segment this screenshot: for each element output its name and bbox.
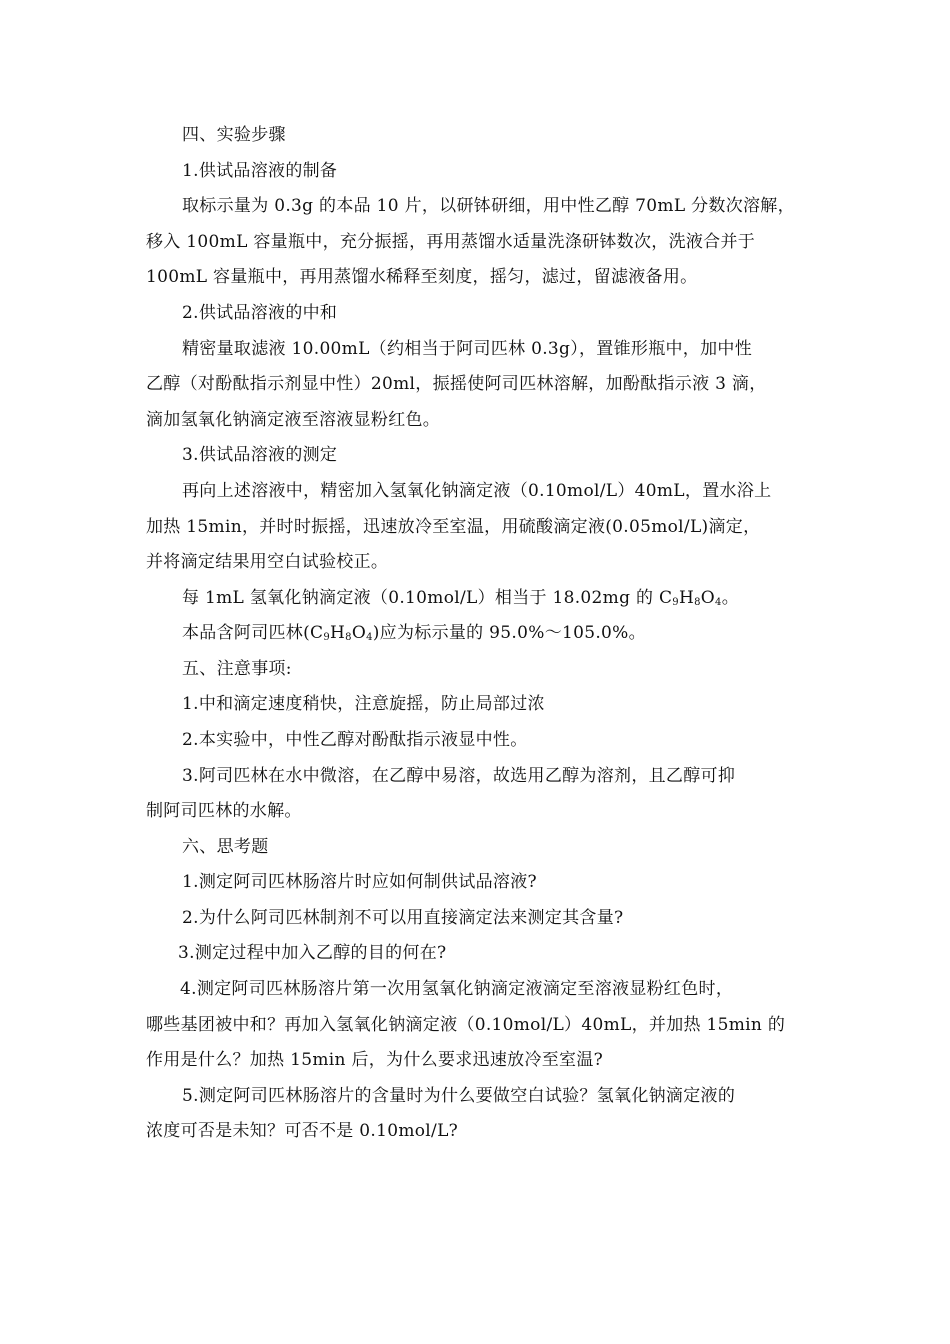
question-4-line2: 哪些基团被中和？再加入氢氧化钠滴定液（0.10mol/L）40mL，并加热 15min 的 [146, 1015, 786, 1035]
question-5-line1: 5.测定阿司匹林肠溶片的含量时为什么要做空白试验？氢氧化钠滴定液的 [182, 1086, 736, 1106]
procedure-heading: 四、实验步骤 [182, 125, 286, 145]
formula-h-sub: 8 [694, 597, 701, 608]
note-3-line1: 3.阿司匹林在水中微溶，在乙醇中易溶，故选用乙醇为溶剂，且乙醇可抑 [182, 766, 736, 786]
questions-heading: 六、思考题 [182, 837, 269, 857]
note-3-line2: 制阿司匹林的水解。 [146, 801, 302, 821]
equivalence-text: 每 1mL 氢氧化钠滴定液（0.10mol/L）相当于 18.02mg 的 C [182, 588, 673, 608]
step1-text-line2: 移入 100mL 容量瓶中，充分振摇，再用蒸馏水适量洗涤研钵数次，洗液合并于 [146, 232, 756, 252]
question-5-line2: 浓度可否是未知？可否不是 0.10mol/L? [146, 1121, 459, 1141]
question-1: 1.测定阿司匹林肠溶片时应如何制供试品溶液? [182, 872, 537, 892]
note-1: 1.中和滴定速度稍快，注意旋摇，防止局部过浓 [182, 694, 545, 714]
formula-o-sub: 4 [715, 597, 722, 608]
step2-title: 2.供试品溶液的中和 [182, 303, 338, 323]
step1-text-line3: 100mL 容量瓶中，再用蒸馏水稀释至刻度，摇匀，滤过，留滤液备用。 [146, 267, 698, 287]
step3-text-line2: 加热 15min，并时时振摇，迅速放冷至室温，用硫酸滴定液(0.05mol/L)滴定， [146, 517, 761, 537]
step1-title: 1.供试品溶液的制备 [182, 161, 338, 181]
formula-o: O [700, 588, 716, 608]
content-h: H [330, 623, 346, 643]
content-text: 本品含阿司匹林(C [182, 623, 324, 643]
formula-h: H [678, 588, 695, 608]
content-line [182, 622, 646, 644]
step2-text-line1: 精密量取滤液 10.00mL（约相当于阿司匹林 0.3g），置锥形瓶中，加中性 [182, 339, 753, 359]
step3-text-line3: 并将滴定结果用空白试验校正。 [146, 552, 389, 572]
equivalence-end: 。 [721, 588, 739, 608]
question-4-line1: 4.测定阿司匹林肠溶片第一次用氢氧化钠滴定液滴定至溶液显粉红色时， [180, 979, 734, 999]
question-2: 2.为什么阿司匹林制剂不可以用直接滴定法来测定其含量? [182, 908, 624, 928]
equivalence-line [182, 587, 739, 609]
content-range: )应为标示量的 95.0%～105.0%。 [372, 623, 646, 643]
note-2: 2.本实验中，中性乙醇对酚酞指示液显中性。 [182, 730, 528, 750]
step3-title: 3.供试品溶液的测定 [182, 445, 338, 465]
step2-text-line3: 滴加氢氧化钠滴定液至溶液显粉红色。 [146, 410, 441, 430]
notes-heading: 五、注意事项: [182, 659, 292, 679]
formula-c-sub: 9 [672, 597, 679, 608]
content-h-sub: 8 [345, 632, 352, 643]
content-o: O [351, 623, 367, 643]
step1-text-line1: 取标示量为 0.3g 的本品 10 片，以研钵研细，用中性乙醇 70mL 分数次溶解， [182, 196, 795, 216]
step2-text-line2: 乙醇（对酚酞指示剂显中性）20ml，振摇使阿司匹林溶解，加酚酞指示液 3 滴， [146, 374, 767, 394]
question-4-line3: 作用是什么？加热 15min 后，为什么要求迅速放冷至室温? [146, 1050, 604, 1070]
content-c-sub: 9 [323, 632, 331, 643]
content-o-sub: 4 [366, 632, 373, 643]
question-3: 3.测定过程中加入乙醇的目的何在? [178, 943, 447, 963]
step3-text-line1: 再向上述溶液中，精密加入氢氧化钠滴定液（0.10mol/L）40mL，置水浴上 [182, 481, 772, 501]
